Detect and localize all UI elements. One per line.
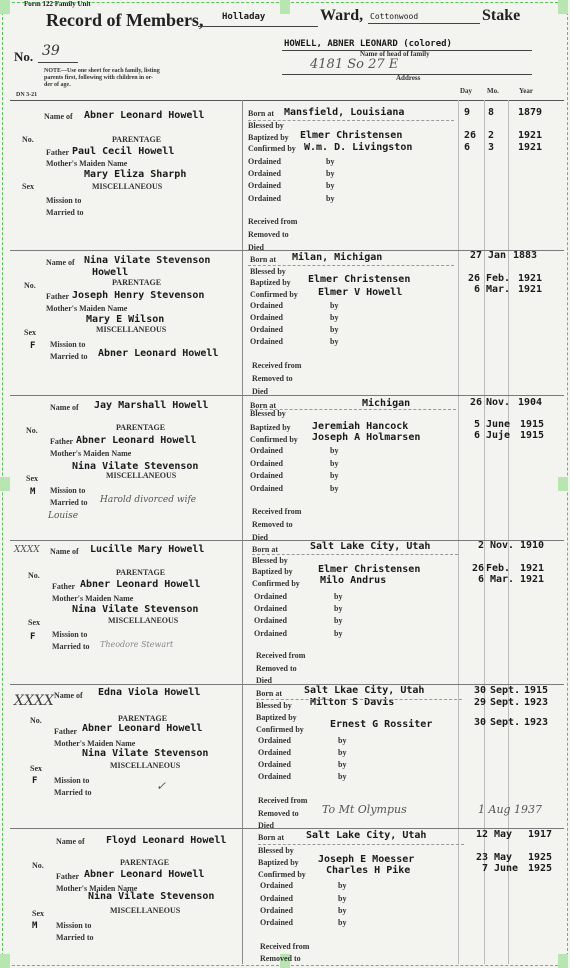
corner-marker [0,954,10,968]
mother-label: Mother's Maiden Name [56,884,138,893]
by-label: by [330,301,339,310]
married-label: Married to [46,208,84,217]
margin-mark: XXXX [14,545,40,555]
member-name-continued: Howell [92,267,129,278]
father-label: Father [46,292,70,301]
confirmed-year: 1921 [518,284,543,295]
ward-label: Ward, [320,7,364,24]
by-label: by [330,446,339,455]
by-label: by [330,325,339,334]
ordained-label: Ordained [250,325,283,334]
born-year: 1910 [520,540,545,551]
name-label: Name of [44,112,73,121]
sex-label: Sex [26,474,38,483]
father-label: Father [46,148,70,157]
address: 4181 So 27 E [310,57,399,72]
mother-name: Nina Vilate Stevenson [72,604,199,615]
born-year: 1879 [518,107,543,118]
mother-name: Nina Vilate Stevenson [72,461,199,472]
died-label: Died [252,387,268,396]
confirmed-month: June [494,863,519,874]
died-label: Died [252,533,268,542]
misc-label: MISCELLANEOUS [108,616,179,625]
married-note: Theodore Stewart [100,640,174,649]
baptized-year: 1925 [528,852,553,863]
name-label: Name of [50,403,79,412]
received-label: Received from [260,942,310,951]
by-label: by [326,194,335,203]
married-label: Married to [50,352,88,361]
married-label: Married to [54,788,92,797]
removed-label: Removed to [258,809,299,818]
blessed-day: 29 [474,697,487,708]
received-label: Received from [252,507,302,516]
ordained-label: Ordained [248,169,281,178]
confirmed-label: Confirmed by [258,870,306,879]
father-label: Father [50,437,74,446]
ordained-label: Ordained [258,748,291,757]
confirmed-month: Mar. [486,284,511,295]
baptized-year: 1923 [524,717,549,728]
ordained-label: Ordained [254,592,287,601]
born-label: Born at [250,255,276,264]
father-name: Abner Leonard Howell [80,579,201,590]
number-label: No. [30,716,42,725]
blessed-label: Blessed by [250,409,286,418]
received-label: Received from [256,651,306,660]
baptized-by: Elmer Christensen [318,564,421,575]
removed-label: Removed to [252,520,293,529]
parentage-label: PARENTAGE [120,858,170,867]
parentage-label: PARENTAGE [112,278,162,287]
parentage-label: PARENTAGE [118,714,168,723]
mother-label: Mother's Maiden Name [54,739,136,748]
form-number: Form 122 Family Unit [24,0,91,8]
died-label: Died [248,243,264,252]
married-label: Married to [50,498,88,507]
born-month: Sept. [490,685,521,696]
mission-label: Mission to [46,196,82,205]
member-name: Edna Viola Howell [98,687,201,698]
born-month: Jan [488,250,507,261]
father-label: Father [56,872,80,881]
member-name: Jay Marshall Howell [94,400,209,411]
mission-label: Mission to [56,921,92,930]
head-of-family-label: Name of head of family [360,50,430,58]
born-year: 1904 [518,397,543,408]
born-label: Born at [256,689,282,698]
born-month: May [494,829,513,840]
check-mark: ✓ [156,779,167,793]
sex-label: Sex [24,328,36,337]
baptized-label: Baptized by [250,278,291,287]
misc-label: MISCELLANEOUS [110,906,181,915]
ordained-label: Ordained [250,313,283,322]
corner-marker [280,0,290,14]
born-month: Nov. [486,397,511,408]
baptized-by: Elmer Christensen [300,130,403,141]
born-place: Salt Lake City, Utah [310,541,431,552]
blessed-label: Blessed by [250,267,286,276]
note-line: parents first, following with children in or- [44,75,154,81]
ordained-label: Ordained [254,604,287,613]
ordained-label: Ordained [248,194,281,203]
sex-value: F [32,776,38,786]
blessed-label: Blessed by [248,121,284,130]
mother-name: Nina Vilate Stevenson [88,891,215,902]
by-label: by [330,484,339,493]
ordained-label: Ordained [254,616,287,625]
number-label: No. [24,281,36,290]
confirmed-month: 3 [488,142,495,153]
record-number-label: No. [14,49,34,64]
mother-label: Mother's Maiden Name [50,449,132,458]
by-label: by [326,157,335,166]
baptized-month: Feb. [486,273,511,284]
col-day: Day [460,87,473,95]
sex-label: Sex [22,182,34,191]
mother-name: Nina Vilate Stevenson [82,748,209,759]
by-label: by [338,748,347,757]
ordained-label: Ordained [258,772,291,781]
removed-label: Removed to [248,230,289,239]
father-name: Abner Leonard Howell [82,723,203,734]
baptized-year: 1921 [518,273,543,284]
ordained-label: Ordained [248,181,281,190]
confirmed-year: 1921 [518,142,543,153]
removed-to: To Mt Olympus [322,803,407,816]
col-month: Mo. [487,87,499,95]
blessed-by: Milton S Davis [310,697,395,708]
by-label: by [334,604,343,613]
by-label: by [326,181,335,190]
born-place: Mansfield, Louisiana [284,107,405,118]
confirmed-label: Confirmed by [252,579,300,588]
blessed-label: Blessed by [252,556,288,565]
blessed-label: Blessed by [256,701,292,710]
member-name: Floyd Leonard Howell [106,835,227,846]
baptized-month: Feb. [486,563,511,574]
removed-label: Removed to [260,954,301,963]
baptized-by: Jeremiah Hancock [312,421,409,432]
baptized-year: 1921 [520,563,545,574]
ordained-label: Ordained [250,301,283,310]
by-label: by [330,337,339,346]
corner-marker [558,477,568,491]
ordained-label: Ordained [258,760,291,769]
misc-label: MISCELLANEOUS [96,325,167,334]
married-note: Harold divorced wife [100,495,197,505]
father-name: Abner Leonard Howell [76,435,197,446]
by-label: by [338,760,347,769]
baptized-day: 30 [474,717,487,728]
name-label: Name of [56,837,85,846]
member-name: Nina Vilate Stevenson [84,255,211,266]
by-label: by [326,169,335,178]
mission-label: Mission to [52,630,88,639]
born-place: Salt Lake City, Utah [306,830,427,841]
by-label: by [338,918,347,927]
parentage-label: PARENTAGE [116,568,166,577]
confirmed-day: 6 [464,142,471,153]
by-label: by [334,616,343,625]
baptized-day: 5 [474,419,481,430]
born-month: 8 [488,107,495,118]
confirmed-day: 6 [478,574,485,585]
baptized-month: June [486,419,511,430]
ordained-label: Ordained [250,484,283,493]
born-day: 27 [470,250,483,261]
by-label: by [334,629,343,638]
born-label: Born at [250,401,276,410]
married-label: Married to [56,933,94,942]
died-label: Died [258,821,274,830]
corner-marker [0,477,10,491]
baptized-by: Joseph E Moesser [318,854,415,865]
ordained-label: Ordained [260,881,293,890]
confirmed-label: Confirmed by [256,725,304,734]
sex-value: F [30,632,36,642]
confirmed-month: Juje [486,430,511,441]
born-day: 30 [474,685,487,696]
born-year: 1917 [528,829,553,840]
confirmed-year: 1925 [528,863,553,874]
baptized-day: 26 [464,130,477,141]
born-label: Born at [252,545,278,554]
parentage-label: PARENTAGE [116,423,166,432]
confirmed-by: Elmer V Howell [318,287,403,298]
baptized-label: Baptized by [252,567,293,576]
born-day: 2 [478,540,485,551]
misc-label: MISCELLANEOUS [110,761,181,770]
mother-name: Mary Eliza Sharph [84,169,187,180]
father-label: Father [52,582,76,591]
by-label: by [338,772,347,781]
member-name: Abner Leonard Howell [84,110,205,121]
confirmed-by: W.m. D. Livingston [304,142,413,153]
baptized-month: 2 [488,130,495,141]
confirmed-month: Mar. [490,574,515,585]
ordained-label: Ordained [260,894,293,903]
mission-label: Mission to [50,486,86,495]
name-label: Name of [46,258,75,267]
baptized-day: 26 [468,273,481,284]
note-line: NOTE—Use one sheet for each family, listing [44,68,160,74]
ordained-label: Ordained [248,157,281,166]
sex-label: Sex [28,618,40,627]
by-label: by [338,906,347,915]
mission-label: Mission to [50,340,86,349]
mother-label: Mother's Maiden Name [52,594,134,603]
ordained-label: Ordained [254,629,287,638]
confirmed-label: Confirmed by [250,435,298,444]
number-label: No. [32,861,44,870]
baptized-day: 23 [476,852,489,863]
born-year: 1883 [513,250,538,261]
married-label: Married to [52,642,90,651]
born-place: Milan, Michigan [292,252,383,263]
blessed-year: 1923 [524,697,549,708]
parentage-label: PARENTAGE [112,135,162,144]
ward-name: Holladay [222,12,266,22]
mother-label: Mother's Maiden Name [46,304,128,313]
born-year: 1915 [524,685,549,696]
corner-marker [558,954,568,968]
blessed-label: Blessed by [258,846,294,855]
mother-label: Mother's Maiden Name [46,159,128,168]
confirmed-label: Confirmed by [248,144,296,153]
removed-label: Removed to [252,374,293,383]
ordained-label: Ordained [250,337,283,346]
confirmed-day: 7 [482,863,489,874]
by-label: by [330,459,339,468]
ordained-label: Ordained [260,906,293,915]
baptized-by: Ernest G Rossiter [330,719,433,730]
born-day: 9 [464,107,471,118]
name-label: Name of [54,691,83,700]
sex-value: M [32,921,38,931]
col-year: Year [519,87,533,95]
address-label: Address [396,74,421,82]
father-name: Abner Leonard Howell [84,869,205,880]
born-month: Nov. [490,540,515,551]
baptized-by: Elmer Christensen [308,274,411,285]
born-place: Salt Lkae City, Utah [304,685,425,696]
sex-label: Sex [32,909,44,918]
father-label: Father [54,727,78,736]
by-label: by [330,471,339,480]
by-label: by [330,313,339,322]
confirmed-day: 6 [474,430,481,441]
ordained-label: Ordained [250,459,283,468]
baptized-label: Baptized by [258,858,299,867]
head-of-family: HOWELL, ABNER LEONARD (colored) [284,39,452,49]
by-label: by [334,592,343,601]
stake-name: Cottonwood [370,12,419,21]
baptized-year: 1915 [520,419,545,430]
baptized-label: Baptized by [248,133,289,142]
ordained-label: Ordained [250,471,283,480]
number-label: No. [28,571,40,580]
baptized-year: 1921 [518,130,543,141]
confirmed-day: 6 [474,284,481,295]
confirmed-by: Milo Andrus [320,575,387,586]
ordained-label: Ordained [250,446,283,455]
born-place: Michigan [362,398,411,409]
stake-label: Stake [482,7,521,24]
father-name: Joseph Henry Stevenson [72,290,205,301]
number-label: No. [22,135,34,144]
sex-value: M [30,487,36,497]
misc-label: MISCELLANEOUS [106,471,177,480]
removed-date: 1 Aug 1937 [478,803,543,816]
record-number: 39 [42,43,60,59]
by-label: by [338,736,347,745]
sex-label: Sex [30,764,42,773]
baptized-label: Baptized by [256,713,297,722]
ordained-label: Ordained [258,736,291,745]
married-to: Abner Leonard Howell [98,348,219,359]
page-title: Record of Members, [46,10,204,30]
blessed-month: Sept. [490,697,521,708]
margin-mark: XXXX [14,693,54,709]
baptized-day: 26 [472,563,485,574]
baptized-month: May [494,852,513,863]
baptized-label: Baptized by [250,423,291,432]
sex-value: F [30,341,36,351]
married-note: Louise [48,511,79,521]
name-label: Name of [50,547,79,556]
note-line: der of age. [44,82,71,88]
corner-marker [0,0,10,14]
member-name: Lucille Mary Howell [90,544,205,555]
born-day: 26 [470,397,483,408]
baptized-month: Sept. [490,717,521,728]
confirmed-year: 1915 [520,430,545,441]
confirmed-by: Charles H Pike [326,865,411,876]
number-label: No. [26,426,38,435]
corner-marker [558,0,568,14]
confirmed-year: 1921 [520,574,545,585]
mother-name: Mary E Wilson [86,314,165,325]
born-label: Born at [258,833,284,842]
died-label: Died [256,676,272,685]
ordained-label: Ordained [260,918,293,927]
confirmed-by: Joseph A Holmarsen [312,432,421,443]
received-label: Received from [248,217,298,226]
misc-label: MISCELLANEOUS [92,182,163,191]
by-label: by [338,881,347,890]
mission-label: Mission to [54,776,90,785]
confirmed-label: Confirmed by [250,290,298,299]
born-label: Born at [248,109,274,118]
received-label: Received from [252,361,302,370]
form-code: DN 3-21 [16,92,38,98]
by-label: by [338,894,347,903]
father-name: Paul Cecil Howell [72,146,175,157]
born-day: 12 [476,829,489,840]
received-label: Received from [258,796,308,805]
removed-label: Removed to [256,664,297,673]
